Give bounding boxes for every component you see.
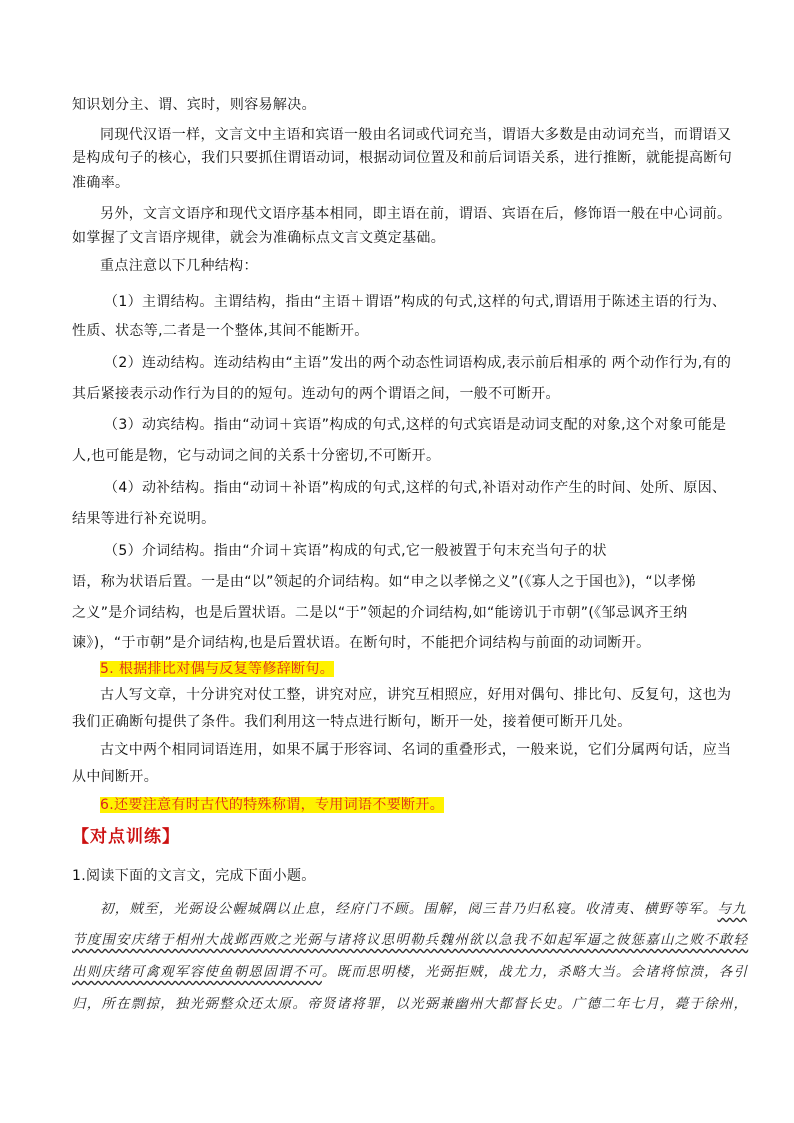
paragraph-line: 如掌握了文言语序规律，就会为准确标点文言文奠定基础。	[72, 230, 446, 246]
paragraph-line: 知识划分主、谓、宾时，则容易解决。	[72, 97, 316, 113]
structure-item-line: （1）主谓结构。主谓结构，指由“主语＋谓语”构成的句式,这样的句式,谓语用于陈述主语的行为、	[104, 294, 727, 310]
structure-item-line: 语，称为状语后置。一是由“以”领起的介词结构。如“申之以孝悌之义”(《寡人之于国也》)，“以孝悌	[72, 574, 696, 590]
paragraph-line: 同现代汉语一样，文言文中主语和宾语一般由名词或代词充当，谓语大多数是由动词充当，而谓语又	[100, 127, 732, 143]
structure-item-line: 人,也可能是物，它与动词之间的关系十分密切,不可断开。	[72, 448, 441, 464]
paragraph-line: 另外，文言文语序和现代文语序基本相同，即主语在前，谓语、宾语在后，修饰语一般在中心词前。	[100, 206, 732, 222]
structure-item-line: 性质、状态等,二者是一个整体,其间不能断开。	[72, 323, 369, 339]
structure-item-line: （3）动宾结构。指由“动词＋宾语”构成的句式,这样的句式宾语是动词支配的对象,这个对象可能是	[104, 417, 727, 433]
structure-item-line: 其后紧接表示动作行为目的的短句。连动句的两个谓语之间，一般不可断开。	[72, 386, 560, 402]
subheading-6	[100, 795, 728, 815]
passage-underlined-text: 出则庆绪可禽观军容使鱼朝恩固谓不可	[72, 964, 322, 980]
paragraph-line: 古人写文章，十分讲究对仗工整，讲究对应，讲究互相照应，好用对偶句、排比句、反复句，这也为	[100, 687, 732, 703]
paragraph-line: 重点注意以下几种结构：	[100, 258, 258, 274]
passage-line	[72, 961, 749, 983]
paragraph-line: 古文中两个相同词语连用，如果不属于形容词、名词的重叠形式，一般来说，它们分属两句话，应当	[100, 742, 732, 758]
section-title: 【对点训练】	[72, 827, 180, 847]
paragraph-line: 是构成句子的核心，我们只要抓住谓语动词，根据动词位置及和前后词语关系，进行推断，就能提高断句	[72, 150, 733, 166]
structure-item-line: （4）动补结构。指由“动词＋补语”构成的句式,这样的句式,补语对动作产生的时间、处所、原因、	[104, 480, 727, 496]
passage-text: 。既而思明楼，光弼拒贼，战尤力，杀略大当。会诸将惊溃，各引	[321, 964, 749, 980]
structure-item-line: 谏》)，“于市朝”是介词结构,也是后置状语。在断句时，不能把介词结构与前面的动词断开。	[72, 635, 651, 651]
paragraph-line: 准确率。	[72, 175, 130, 191]
passage-underlined-line: 节度围安庆绪于相州大战邺西败之光弼与诸将议思明勒兵魏州欲以急我不如起军逼之彼惩嘉山之败不敢轻	[72, 932, 749, 948]
structure-item-line: 之义”是介词结构，也是后置状语。二是以“于”领起的介词结构,如“能谤讥于市朝”(《邹忌讽齐王纳	[72, 605, 688, 621]
question-prompt: 1.阅读下面的文言文，完成下面小题。	[72, 868, 316, 884]
paragraph-line: 从中间断开。	[72, 769, 159, 785]
paragraph-line: 我们正确断句提供了条件。我们利用这一特点进行断句，断开一处，接着便可断开几处。	[72, 714, 632, 730]
structure-item-line: （5）介词结构。指由“介词＋宾语”构成的句式,它一般被置于句末充当句子的状	[104, 543, 607, 559]
structure-item-line: 结果等进行补充说明。	[72, 511, 216, 527]
highlighted-heading: 5. 根据排比对偶与反复等修辞断句。	[100, 661, 335, 677]
passage-text: 初，贼至，光弼设公幄城隅以止息，经府门不顾。围解，阅三昔乃归私寝。收清夷、横野等军。	[100, 901, 718, 917]
highlighted-heading: 6.还要注意有时古代的特殊称谓，专用词语不要断开。	[100, 797, 445, 813]
passage-underlined-text: 与九	[717, 901, 747, 917]
passage-line	[100, 898, 747, 920]
passage-line: 归，所在剽掠，独光弼整众还太原。帝贤诸将罪，以光弼兼幽州大都督长史。广德二年七月，薨于徐州，	[72, 996, 749, 1012]
structure-item-line: （2）连动结构。连动结构由“主语”发出的两个动态性词语构成,表示前后相承的 两个动作行为,有的	[104, 355, 732, 371]
subheading-5	[100, 659, 728, 679]
